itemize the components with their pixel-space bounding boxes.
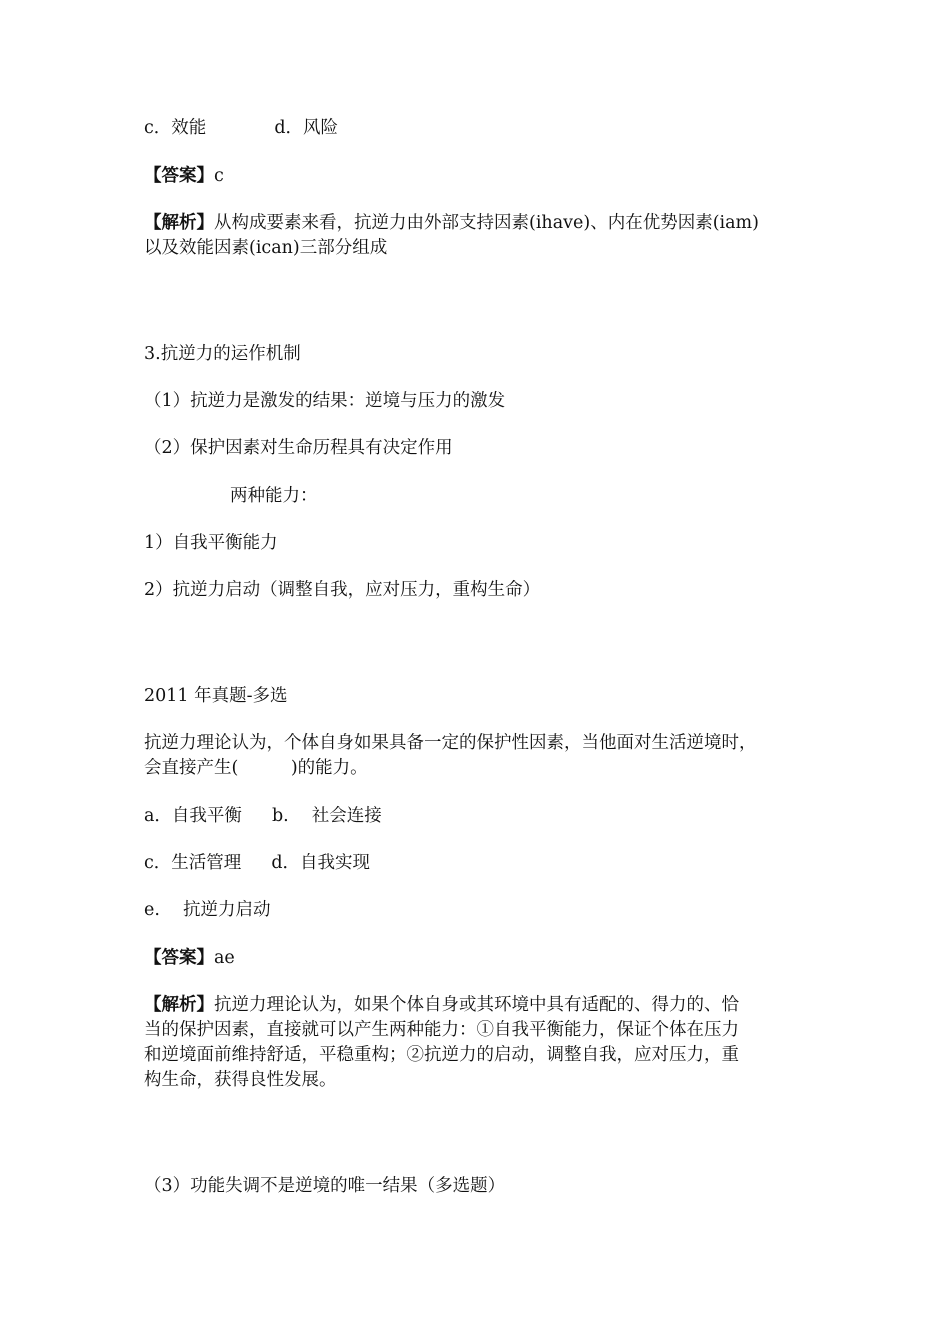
- answer-value: c: [214, 166, 224, 186]
- analysis-tag: 【解析】: [144, 213, 214, 233]
- q2-stem-line-2: 会直接产生( )的能力。: [144, 758, 368, 778]
- sub-heading: 两种能力：: [230, 486, 318, 506]
- q2-options-ab: [144, 804, 382, 829]
- q2-options-cd: [144, 851, 370, 876]
- analysis-text: 抗逆力理论认为，如果个体自身或其环境中具有适配的、得力的、恰: [214, 995, 739, 1015]
- ability-2: 2）抗逆力启动（调整自我，应对压力，重构生命）: [144, 580, 541, 600]
- q2-analysis-line-2: 当的保护因素，直接就可以产生两种能力：①自我平衡能力，保证个体在压力: [144, 1020, 739, 1040]
- option-c: c．生活管理: [144, 853, 242, 873]
- q1-answer: [144, 164, 224, 189]
- section-item-3: （3）功能失调不是逆境的唯一结果（多选题）: [144, 1176, 506, 1196]
- option-d: d．风险: [274, 118, 339, 138]
- section-item-1: （1）抗逆力是激发的结果：逆境与压力的激发: [144, 391, 506, 411]
- option-c: c．效能: [144, 118, 207, 138]
- q2-analysis-line-1: [144, 993, 739, 1018]
- analysis-text: 从构成要素来看，抗逆力由外部支持因素(ihave)、内在优势因素(iam): [214, 213, 759, 233]
- exam-tag: 2011 年真题-多选: [144, 686, 288, 706]
- option-b: b. 社会连接: [271, 806, 382, 826]
- answer-tag: 【答案】: [144, 166, 214, 186]
- q2-answer: [144, 946, 235, 971]
- q1-options-cd: [144, 116, 338, 141]
- q1-analysis-line-1: [144, 211, 759, 236]
- q2-option-e: e. 抗逆力启动: [144, 900, 271, 920]
- q2-analysis-line-4: 构生命，获得良性发展。: [144, 1070, 337, 1090]
- answer-value: ae: [214, 948, 235, 968]
- q2-stem-line-1: 抗逆力理论认为，个体自身如果具备一定的保护性因素，当他面对生活逆境时，: [144, 733, 757, 753]
- q1-analysis-line-2: 以及效能因素(ican)三部分组成: [144, 238, 388, 258]
- answer-tag: 【答案】: [144, 948, 214, 968]
- q2-analysis-line-3: 和逆境面前维持舒适，平稳重构；②抗逆力的启动，调整自我，应对压力，重: [144, 1045, 739, 1065]
- section-heading: 3.抗逆力的运作机制: [144, 344, 301, 364]
- analysis-tag: 【解析】: [144, 995, 214, 1015]
- ability-1: 1）自我平衡能力: [144, 533, 278, 553]
- option-d: d．自我实现: [271, 853, 371, 873]
- section-item-2: （2）保护因素对生命历程具有决定作用: [144, 438, 453, 458]
- option-a: a．自我平衡: [144, 806, 242, 826]
